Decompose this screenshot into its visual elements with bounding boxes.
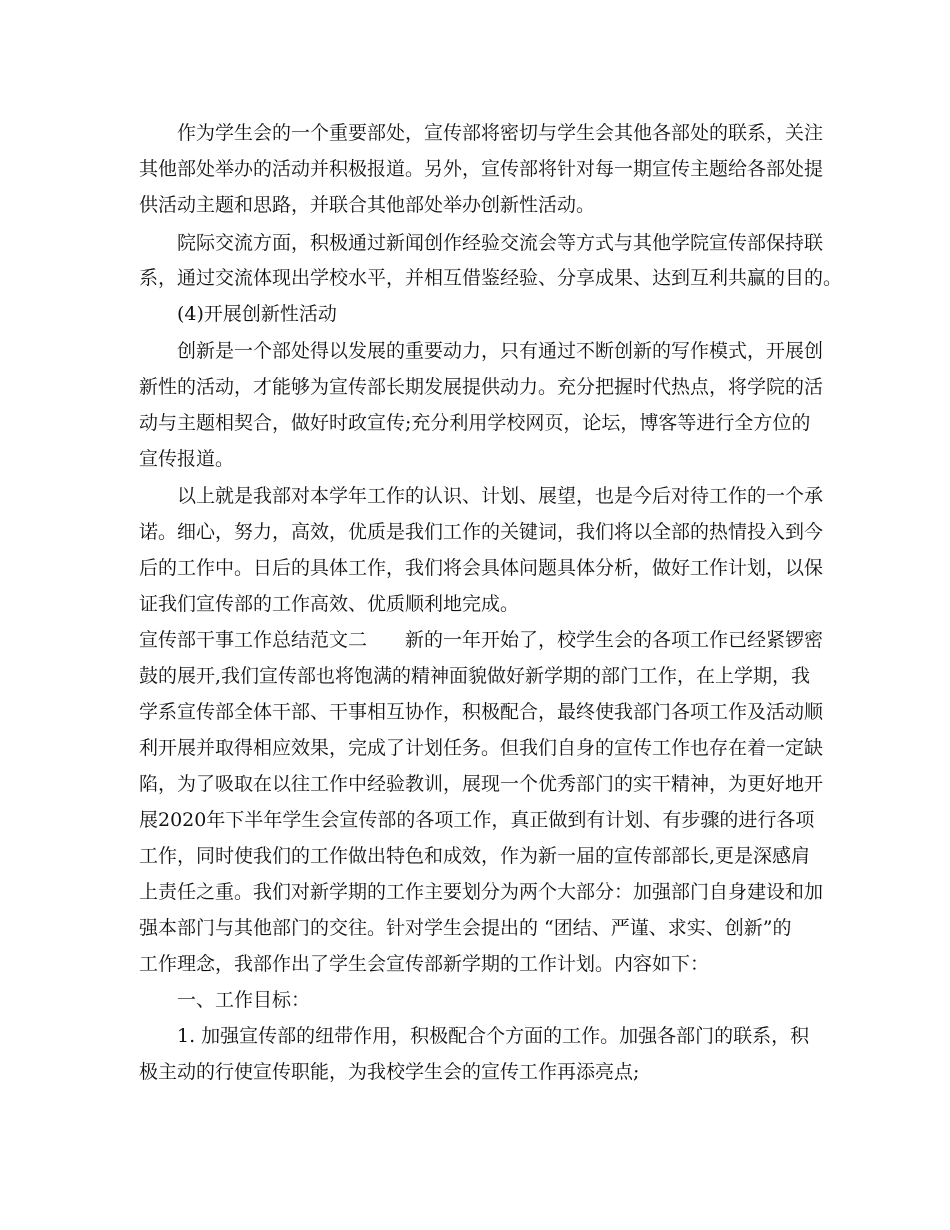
text-line: 诺。细心，努力，高效，优质是我们工作的关键词，我们将以全部的热情投入到今 bbox=[139, 521, 824, 543]
section-heading: 一、工作目标： bbox=[177, 989, 311, 1011]
text-line: 证我们宣传部的工作高效、优质顺利地完成。 bbox=[139, 593, 520, 615]
text-line: 宣传报道。 bbox=[139, 448, 235, 470]
text-line: 创新是一个部处得以发展的重要动力，只有通过不断创新的写作模式，开展创 bbox=[177, 340, 824, 362]
text-line: 新性的活动，才能够为宣传部长期发展提供动力。充分把握时代热点，将学院的活 bbox=[139, 376, 824, 398]
text-line: 展2020年下半年学生会宣传部的各项工作，真正做到有计划、有步骤的进行各项 bbox=[139, 809, 815, 831]
text-line: 工作理念，我部作出了学生会宣传部新学期的工作计划。内容如下： bbox=[139, 953, 710, 975]
text-line: 其他部处举办的活动并积极报道。另外，宣传部将针对每一期宣传主题给各部处提 bbox=[139, 158, 824, 180]
text-line: 动与主题相契合，做好时政宣传;充分利用学校网页，论坛，博客等进行全方位的 bbox=[139, 412, 811, 434]
section-heading: (4)开展创新性活动 bbox=[177, 303, 337, 325]
text-line: 强本部门与其他部门的交往。针对学生会提出的 “团结、严谨、求实、创新”的 bbox=[139, 917, 792, 939]
text-line: 陷，为了吸取在以往工作中经验教训，展现一个优秀部门的实干精神，为更好地开 bbox=[139, 773, 824, 795]
text-line: 学系宣传部全体干部、干事相互协作，积极配合，最终使我部门各项工作及活动顺 bbox=[139, 701, 824, 723]
text-line: 利开展并取得相应效果，完成了计划任务。但我们自身的宣传工作也存在着一定缺 bbox=[139, 737, 824, 759]
text-line: 后的工作中。日后的具体工作，我们将会具体问题具体分析，做好工作计划，以保 bbox=[139, 557, 824, 579]
text-line: 院际交流方面，积极通过新闻创作经验交流会等方式与其他学院宣传部保持联 bbox=[177, 232, 824, 254]
text-line: 1. 加强宣传部的纽带作用，积极配合个方面的工作。加强各部门的联系，积 bbox=[177, 1025, 810, 1047]
text-line: 工作，同时使我们的工作做出特色和成效，作为新一届的宣传部部长,更是深感肩 bbox=[139, 845, 811, 867]
text-line: 上责任之重。我们对新学期的工作主要划分为两个大部分：加强部门自身建设和加 bbox=[139, 881, 824, 903]
text-line: 供活动主题和思路，并联合其他部处举办创新性活动。 bbox=[139, 194, 596, 216]
text-line: 宣传部干事工作总结范文二 新的一年开始了，校学生会的各项工作已经紧锣密 bbox=[139, 629, 824, 651]
text-line: 系，通过交流体现出学校水平，并相互借鉴经验、分享成果、达到互利共赢的目的。 bbox=[139, 267, 843, 289]
text-line: 极主动的行使宣传职能，为我校学生会的宣传工作再添亮点; bbox=[139, 1061, 640, 1083]
text-line: 作为学生会的一个重要部处，宣传部将密切与学生会其他各部处的联系，关注 bbox=[177, 122, 824, 144]
text-line: 以上就是我部对本学年工作的认识、计划、展望，也是今后对待工作的一个承 bbox=[177, 485, 824, 507]
text-line: 鼓的展开,我们宣传部也将饱满的精神面貌做好新学期的部门工作，在上学期，我 bbox=[139, 665, 811, 687]
